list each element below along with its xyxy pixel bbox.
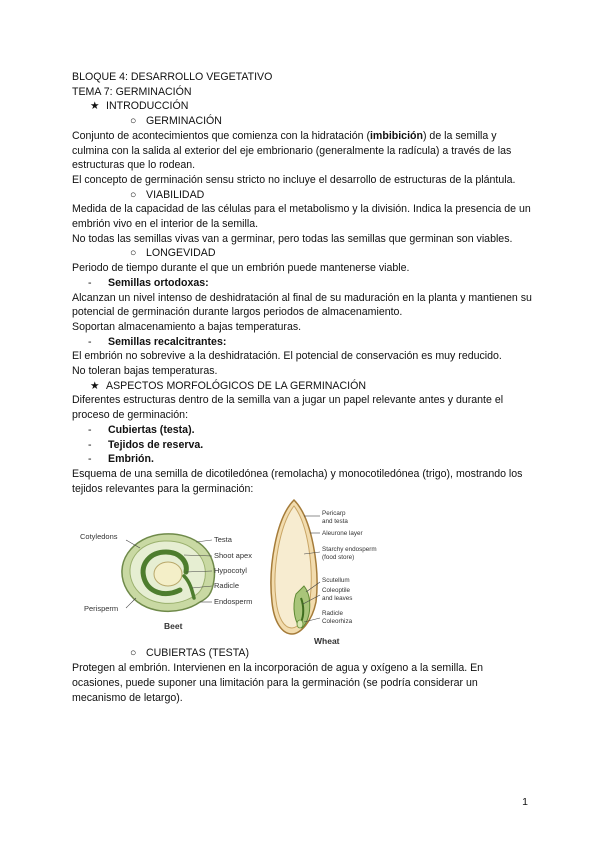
viabilidad-paragraph-1: Medida de la capacidad de las células para el metabolismo y la división. Indica la presencia de un embrión vivo en el interior de la semilla.	[72, 203, 531, 231]
ortodoxas-paragraph-1: Alcanzan un nivel intenso de deshidratación al final de su maduración en la planta y mantienen su potencial de germinación durante largos periodos de almacenamiento.	[72, 291, 532, 319]
label-cotyledons: Cotyledons	[80, 532, 118, 542]
imbibicion-term: imbibición	[369, 129, 423, 142]
bullet-text: Cubiertas (testa).	[108, 423, 195, 436]
wheat-title: Wheat	[314, 636, 340, 647]
recalcitrantes-paragraph-1: El embrión no sobrevive a la deshidratación. El potencial de conservación es muy reducido.	[72, 350, 502, 363]
bullet-text: Embrión.	[108, 453, 154, 466]
circle-bullet-icon: ○	[130, 188, 137, 201]
bullet-embrion	[72, 452, 532, 467]
aspectos-paragraph-2: Esquema de una semilla de dicotiledónea (remolacha) y monocotiledónea (trigo), mostrando los tejidos relevantes para la germinación:	[72, 467, 523, 495]
tema-title: TEMA 7: GERMINACIÓN	[72, 85, 192, 98]
label-aleurone: Aleurone layer	[322, 530, 363, 538]
subsection-viabilidad	[72, 188, 532, 203]
cubiertas-heading: CUBIERTAS (TESTA)	[146, 647, 250, 660]
label-starchy-2: (food store)	[322, 554, 355, 562]
label-coleoptile-2: and leaves	[322, 595, 353, 603]
dash-bullet-icon: -	[88, 453, 92, 466]
label-starchy-1: Starchy endosperm	[322, 546, 377, 554]
wheat-labels	[314, 510, 377, 646]
section-aspectos	[72, 379, 532, 394]
star-bullet-icon: ★	[90, 379, 100, 392]
bullet-text: Tejidos de reserva.	[108, 438, 204, 451]
seed-diagram	[72, 498, 532, 646]
circle-bullet-icon: ○	[130, 247, 137, 260]
bloque-title: BLOQUE 4: DESARROLLO VEGETATIVO	[72, 71, 273, 83]
ortodoxas-paragraph-2: Soportan almacenamiento a bajas temperaturas.	[72, 320, 302, 333]
circle-bullet-icon: ○	[130, 647, 137, 660]
dash-bullet-icon: -	[88, 335, 92, 348]
label-shoot-apex: Shoot apex	[214, 551, 252, 561]
label-hypocotyl: Hypocotyl	[214, 566, 247, 576]
label-radicle-wheat: Radicle	[322, 610, 343, 618]
label-coleoptile-1: Coleoptile	[322, 587, 351, 595]
wheat-seed-drawing	[271, 500, 317, 634]
recalcitrantes-paragraph-2: No toleran bajas temperaturas.	[72, 365, 218, 378]
aspectos-heading: ASPECTOS MORFOLÓGICOS DE LA GERMINACIÓN	[106, 379, 366, 392]
circle-bullet-icon: ○	[130, 115, 137, 128]
introduccion-heading: INTRODUCCIÓN	[106, 100, 189, 113]
text-run: ) de la semilla y culmina con la salida al exterior del eje embrionario (generalmente la radícula) a través de las estructuras que lo rodean.	[72, 129, 512, 172]
viabilidad-heading: VIABILIDAD	[146, 188, 205, 201]
dash-bullet-icon: -	[88, 438, 92, 451]
bullet-cubiertas	[72, 423, 532, 438]
germinacion-paragraph-1	[72, 129, 532, 173]
label-perisperm: Perisperm	[84, 604, 119, 614]
dash-bullet-icon: -	[88, 423, 92, 436]
page-number: 1	[522, 796, 528, 808]
document-content	[72, 70, 532, 705]
cubiertas-paragraph: Protegen al embrión. Intervienen en la incorporación de agua y oxígeno a la semilla. En ocasiones, puede suponer una limitación para la germinación (se podría considerar un mecanismo de letargo).	[72, 662, 484, 704]
dash-bullet-icon: -	[88, 276, 92, 289]
seed-figure	[72, 498, 532, 646]
label-scutellum: Scutellum	[322, 577, 350, 585]
aspectos-paragraph-1: Diferentes estructuras dentro de la semilla van a jugar un papel relevante antes y durante el proceso de germinación:	[72, 394, 504, 422]
section-introduccion	[72, 99, 532, 114]
subsection-cubiertas	[72, 646, 532, 661]
germinacion-paragraph-2: El concepto de germinación sensu stricto no incluye el desarrollo de estructuras de la plántula.	[72, 173, 516, 186]
recalcitrantes-label: Semillas recalcitrantes:	[108, 335, 227, 348]
beet-title: Beet	[164, 621, 183, 632]
star-bullet-icon: ★	[90, 100, 100, 113]
label-testa: Testa	[214, 535, 232, 545]
subsection-germinacion	[72, 114, 532, 129]
viabilidad-paragraph-2: No todas las semillas vivas van a germinar, pero todas las semillas que germinan son viables.	[72, 232, 513, 245]
label-radicle: Radicle	[214, 581, 240, 591]
longevidad-heading: LONGEVIDAD	[146, 247, 216, 260]
ortodoxas-item	[72, 276, 532, 291]
label-pericarp-1: Pericarp	[322, 510, 346, 518]
longevidad-paragraph: Periodo de tiempo durante el que un embrión puede mantenerse viable.	[72, 262, 410, 275]
germinacion-heading: GERMINACIÓN	[146, 115, 222, 128]
label-pericarp-2: and testa	[322, 518, 348, 526]
text-run: Conjunto de acontecimientos que comienza con la hidratación (	[72, 129, 370, 142]
ortodoxas-label: Semillas ortodoxas:	[108, 276, 209, 289]
label-coleorhiza: Coleorhiza	[322, 618, 353, 626]
bullet-tejidos	[72, 438, 532, 453]
recalcitrantes-item	[72, 335, 532, 350]
label-endosperm: Endosperm	[214, 597, 253, 607]
subsection-longevidad	[72, 246, 532, 261]
